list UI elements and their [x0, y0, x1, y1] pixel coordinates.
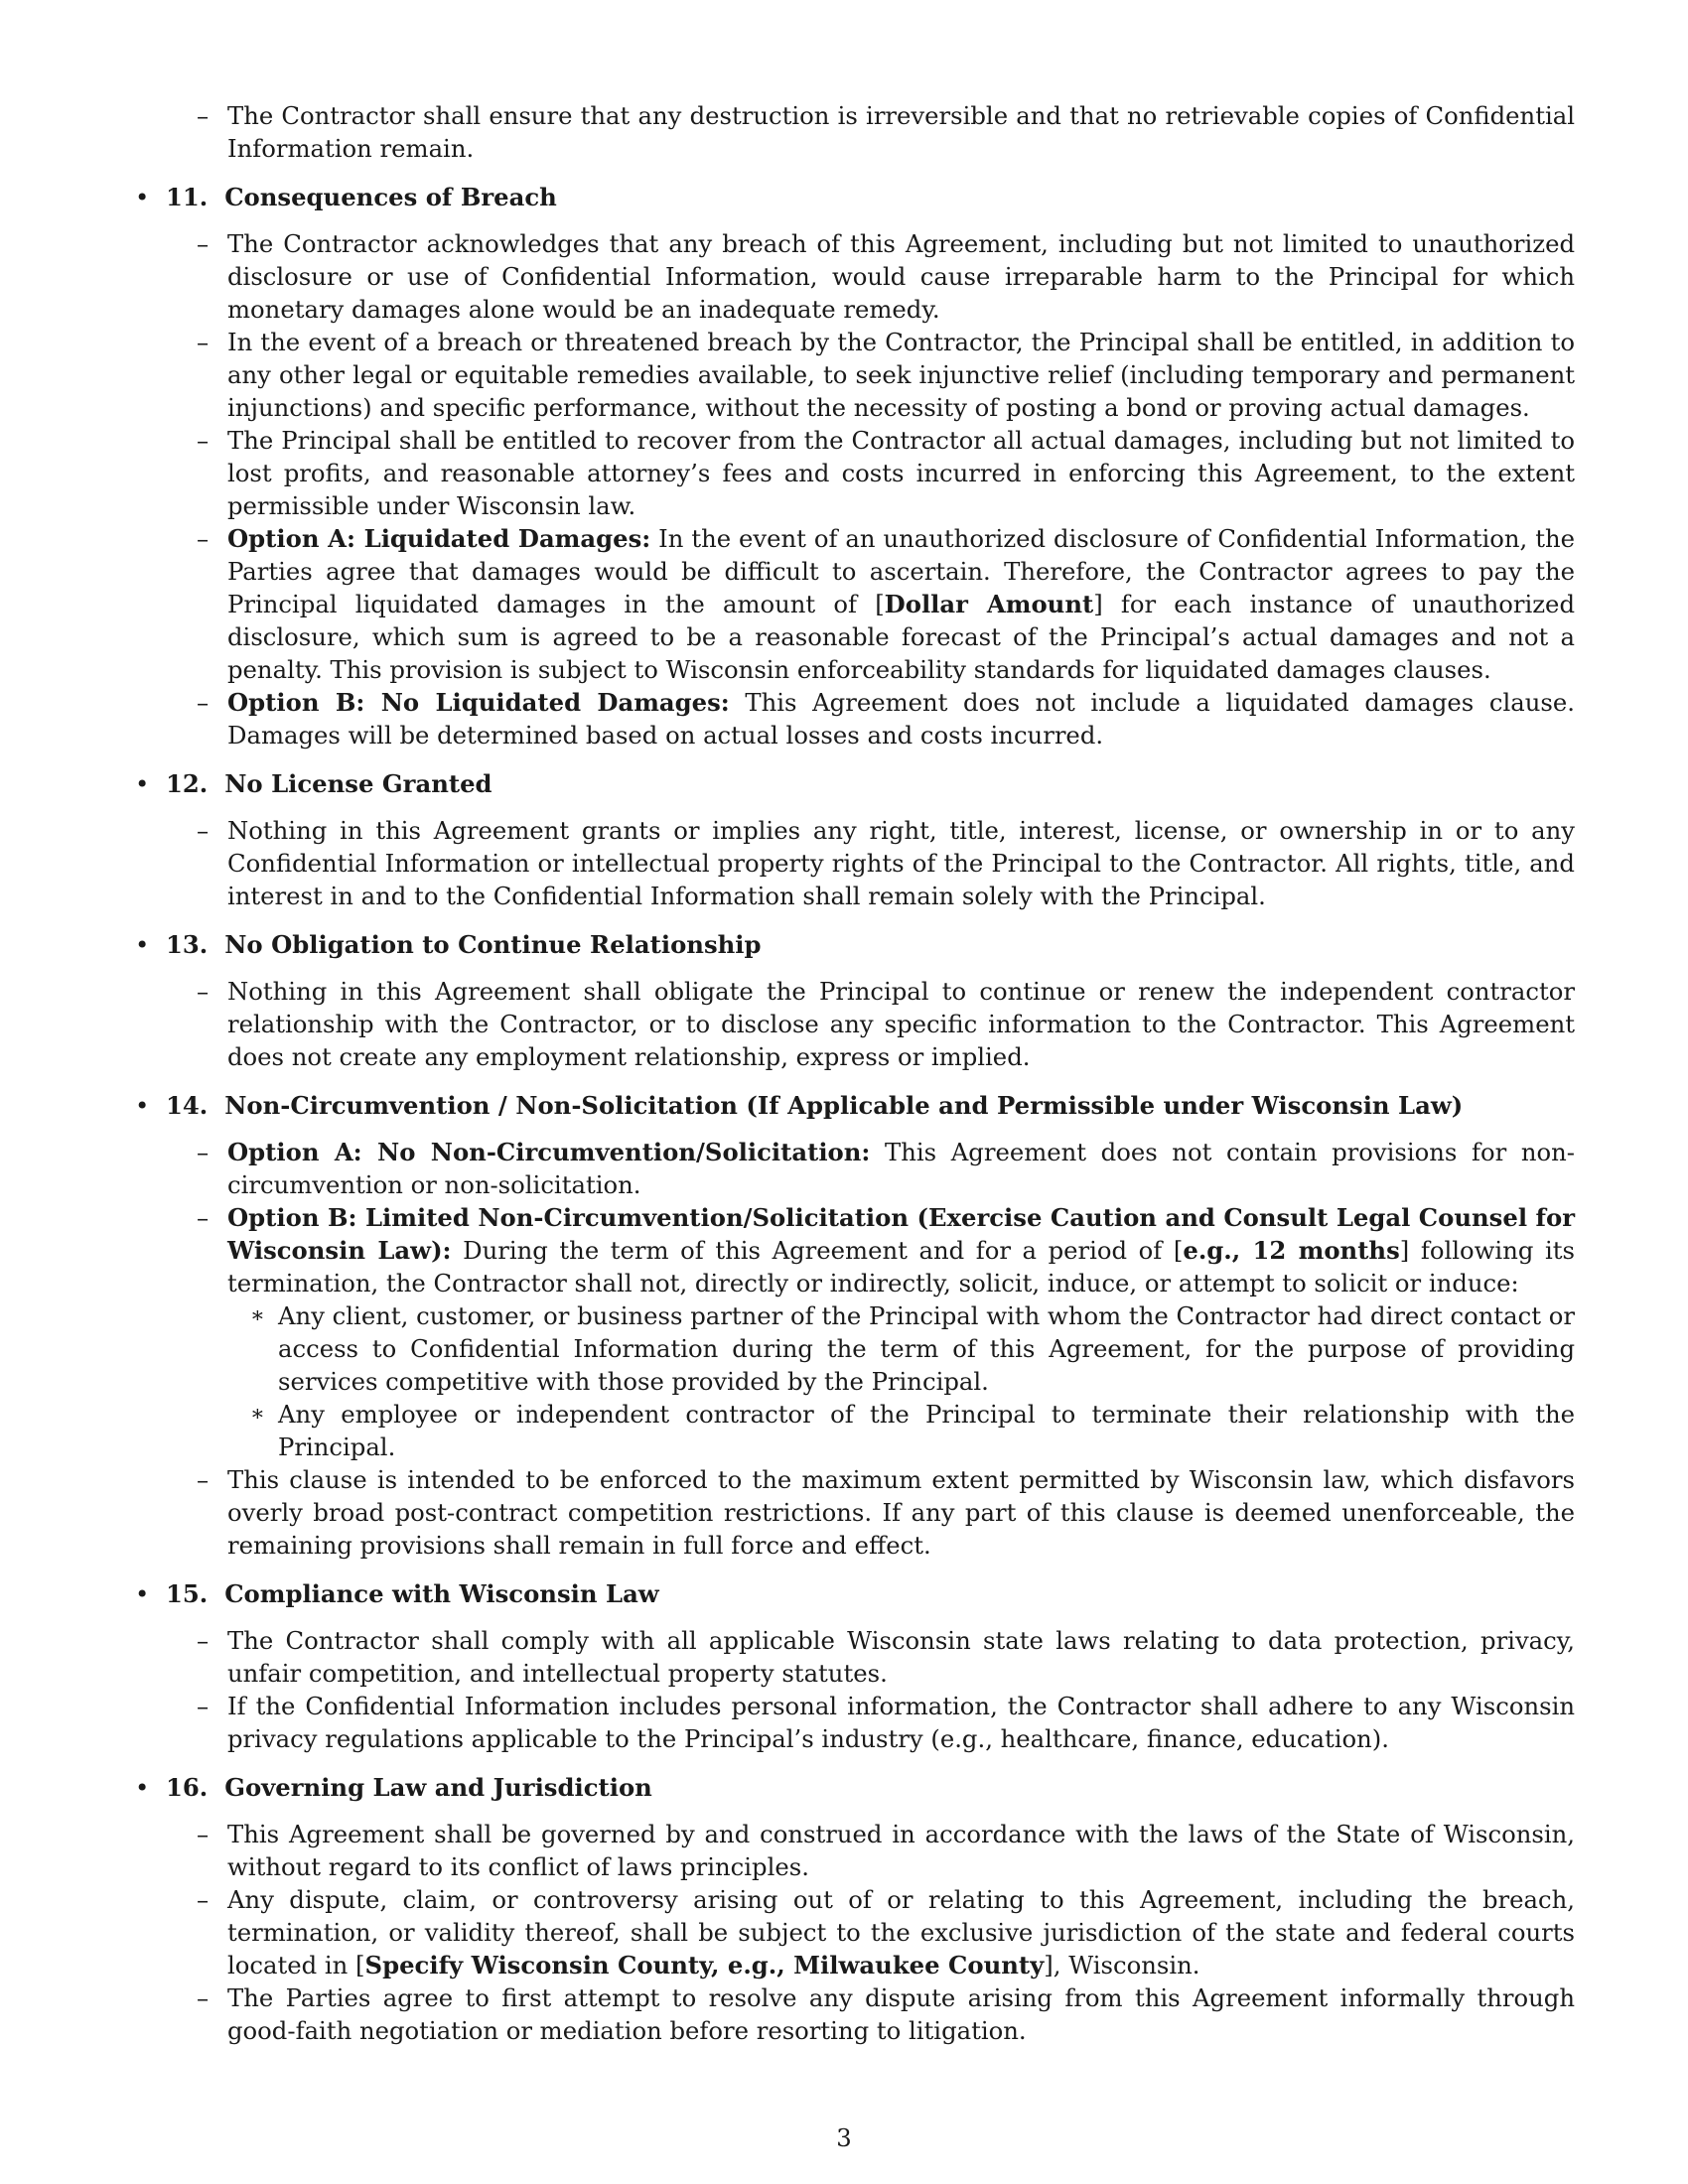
star-marker: ∗	[250, 1303, 265, 1328]
item-text: In the event of a breach or threatened breach by the Contractor, the Principal shall be entitled, in addition to any other legal or equitable remedies available, to seek injunctive relief (including temporary and permanent injunctions) and specific performance, without the necessity of posting a bond or proving actual damages.	[227, 328, 1575, 422]
section-heading	[129, 767, 1575, 800]
dash-marker: –	[197, 101, 210, 130]
item-text: The Contractor shall comply with all applicable Wisconsin state laws relating to data protection, privacy, unfair competition, and intellectual property statutes.	[227, 1626, 1575, 1688]
item-text: The Parties agree to first attempt to resolve any dispute arising from this Agreement informally through good-faith negotiation or mediation before resorting to litigation.	[227, 1983, 1575, 2045]
list-item	[129, 326, 1575, 424]
item-text: The Contractor shall ensure that any destruction is irreversible and that no retrievable copies of Confidential Information remain.	[227, 101, 1575, 163]
list-item	[129, 686, 1575, 751]
item-text: The Contractor acknowledges that any breach of this Agreement, including but not limited to unauthorized disclosure or use of Confidential Information, would cause irreparable harm to the Principal for which monetary damages alone would be an inadequate remedy.	[227, 229, 1575, 324]
item-text: ], Wisconsin.	[1044, 1951, 1200, 1979]
item-text: The Principal shall be entitled to recover from the Contractor all actual damages, including but not limited to lost profits, and reasonable attorney’s fees and costs incurred in enforcing this Agreement, to the extent permissible under Wisconsin law.	[227, 426, 1575, 520]
section-13	[129, 928, 1575, 1073]
list-item	[129, 1981, 1575, 2047]
item-text: This Agreement does not contain provisions for non-circumvention or non-solicitation.	[227, 1138, 1575, 1199]
section-title: Governing Law and Jurisdiction	[224, 1773, 652, 1802]
section-heading	[129, 1089, 1575, 1122]
section-heading	[129, 1771, 1575, 1804]
document-body	[129, 99, 1575, 2063]
bullet-marker: •	[135, 769, 150, 798]
section-heading	[129, 181, 1575, 213]
dash-marker: –	[197, 1820, 210, 1848]
section-15	[129, 1577, 1575, 1755]
section-10-continuation	[129, 99, 1575, 165]
dash-marker: –	[197, 524, 210, 553]
item-text: This Agreement shall be governed by and construed in accordance with the laws of the State of Wisconsin, without regard to its conflict of laws principles.	[227, 1820, 1575, 1881]
dash-marker: –	[197, 688, 210, 717]
option-label: Option A: Liquidated Damages:	[227, 524, 651, 553]
item-text: If the Confidential Information includes personal information, the Contractor shall adhere to any Wisconsin privacy regulations applicable to the Principal’s industry (e.g., healthcare, finance, education).	[227, 1692, 1575, 1753]
dash-marker: –	[197, 1138, 210, 1166]
item-text: ] for each instance of unauthorized disclosure, which sum is agreed to be a reasonable forecast of the Principal’s actual damages and not a penalty. This provision is subject to Wisconsin enforceability standards for liquidated damages clauses.	[227, 590, 1575, 684]
dash-marker: –	[197, 229, 210, 258]
bullet-marker: •	[135, 1579, 150, 1608]
section-title: No License Granted	[224, 769, 492, 798]
section-title: No Obligation to Continue Relationship	[224, 930, 762, 959]
list-item	[129, 975, 1575, 1073]
list-item	[129, 1136, 1575, 1201]
section-number: 11.	[166, 183, 209, 211]
dash-marker: –	[197, 977, 210, 1006]
option-label: Option B: Limited Non-Circumvention/Solicitation (Exercise Caution and Consult Legal Counsel for Wisconsin Law):	[227, 1203, 1575, 1265]
placeholder-field: Specify Wisconsin County, e.g., Milwaukee County	[364, 1951, 1045, 1979]
section-title: Compliance with Wisconsin Law	[224, 1579, 659, 1608]
item-text: Nothing in this Agreement grants or implies any right, title, interest, license, or ownership in or to any Confidential Information or intellectual property rights of the Principal to the Contractor. All rights, title, and interest in and to the Confidential Information shall remain solely with the Principal.	[227, 816, 1575, 910]
dash-marker: –	[197, 328, 210, 356]
list-item	[129, 522, 1575, 686]
dash-marker: –	[197, 1692, 210, 1720]
sub-item-text: Any client, customer, or business partner of the Principal with whom the Contractor had direct contact or access to Confidential Information during the term of this Agreement, for the purpose of providing services competitive with those provided by the Principal.	[278, 1301, 1575, 1396]
item-text: During the term of this Agreement and for a period of [	[463, 1236, 1184, 1265]
bullet-marker: •	[135, 1773, 150, 1802]
list-item	[129, 1201, 1575, 1299]
section-heading	[129, 928, 1575, 961]
section-11	[129, 181, 1575, 751]
list-item	[129, 814, 1575, 912]
section-number: 13.	[166, 930, 209, 959]
option-label: Option B: No Liquidated Damages:	[227, 688, 730, 717]
dash-marker: –	[197, 1626, 210, 1655]
list-item	[129, 1818, 1575, 1883]
placeholder-field: e.g., 12 months	[1183, 1236, 1400, 1265]
item-text: This Agreement does not include a liquidated damages clause. Damages will be determined based on actual losses and costs incurred.	[227, 688, 1575, 750]
list-item	[129, 1690, 1575, 1755]
sub-item-text: Any employee or independent contractor of the Principal to terminate their relationship with the Principal.	[278, 1400, 1575, 1461]
list-item	[129, 424, 1575, 522]
dash-marker: –	[197, 1885, 210, 1914]
star-marker: ∗	[250, 1402, 265, 1427]
dash-marker: –	[197, 1203, 210, 1232]
dash-marker: –	[197, 1465, 210, 1494]
bullet-marker: •	[135, 930, 150, 959]
list-item	[129, 1883, 1575, 1981]
item-text: ] following its termination, the Contractor shall not, directly or indirectly, solicit, induce, or attempt to solicit or induce:	[227, 1236, 1575, 1297]
section-title: Consequences of Breach	[224, 183, 557, 211]
dash-marker: –	[197, 816, 210, 845]
sub-list-item	[129, 1398, 1575, 1463]
page-number: 3	[836, 2123, 852, 2152]
section-number: 15.	[166, 1579, 209, 1608]
section-number: 16.	[166, 1773, 209, 1802]
bullet-marker: •	[135, 1091, 150, 1120]
placeholder-field: Dollar Amount	[884, 590, 1094, 618]
dash-marker: –	[197, 426, 210, 455]
option-label: Option A: No Non-Circumvention/Solicitation:	[227, 1138, 871, 1166]
dash-marker: –	[197, 1983, 210, 2012]
section-heading	[129, 1577, 1575, 1610]
section-title: Non-Circumvention / Non-Solicitation (If Applicable and Permissible under Wisconsin Law)	[224, 1091, 1464, 1120]
sub-list-item	[129, 1299, 1575, 1398]
bullet-marker: •	[135, 183, 150, 211]
item-text: Any dispute, claim, or controversy arising out of or relating to this Agreement, including the breach, termination, or validity thereof, shall be subject to the exclusive jurisdiction of the state and federal courts located in [	[227, 1885, 1575, 1979]
section-16	[129, 1771, 1575, 2047]
section-number: 12.	[166, 769, 209, 798]
section-14	[129, 1089, 1575, 1562]
section-12	[129, 767, 1575, 912]
item-text: Nothing in this Agreement shall obligate the Principal to continue or renew the independent contractor relationship with the Contractor, or to disclose any specific information to the Contractor. This Agreement does not create any employment relationship, express or implied.	[227, 977, 1575, 1071]
list-item	[129, 1463, 1575, 1562]
list-item	[129, 99, 1575, 165]
list-item	[129, 227, 1575, 326]
list-item	[129, 1624, 1575, 1690]
section-number: 14.	[166, 1091, 209, 1120]
item-text: This clause is intended to be enforced to the maximum extent permitted by Wisconsin law, which disfavors overly broad post-contract competition restrictions. If any part of this clause is deemed unenforceable, the remaining provisions shall remain in full force and effect.	[227, 1465, 1575, 1560]
item-text: In the event of an unauthorized disclosure of Confidential Information, the Parties agree that damages would be difficult to ascertain. Therefore, the Contractor agrees to pay the Principal liquidated damages in the amount of [	[227, 524, 1575, 618]
